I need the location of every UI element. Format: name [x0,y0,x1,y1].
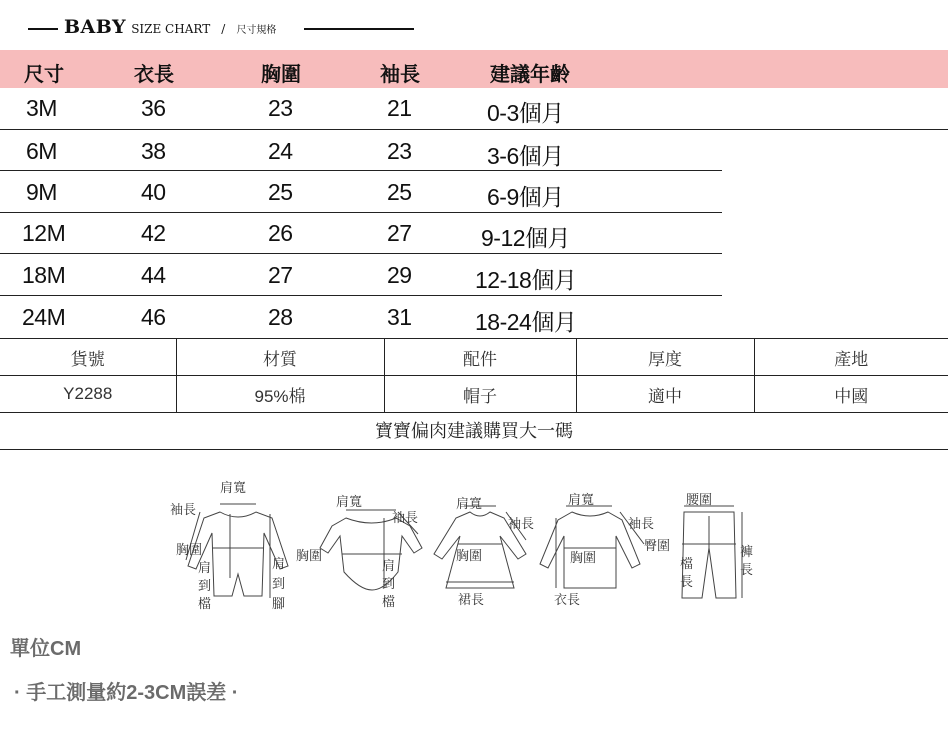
table-cell-chest: 25 [268,179,293,205]
table-cell-size: 12M [22,220,66,246]
table-cell-chest: 24 [268,138,293,164]
column-header-length: 衣長 [134,64,174,86]
table-cell-chest: 23 [268,95,293,121]
romper-chest-label: 胸圍 [176,543,203,558]
pants-length-label-2: 長 [740,563,754,578]
title-rule-right [304,28,414,30]
row-divider [0,253,722,254]
table-cell-age: 3-6個月 [487,143,564,169]
romper-crotch-label-3: 檔 [198,597,212,612]
info-header-origin: 產地 [754,339,948,376]
romper-crotch-label-2: 到 [198,579,212,594]
bodysuit-crotch-label-2: 到 [382,577,396,592]
info-header-material: 材質 [176,339,384,376]
bodysuit-crotch-label-1: 肩 [382,559,396,574]
column-header-size: 尺寸 [24,64,64,86]
top-shoulder-label: 肩寬 [568,493,595,508]
top-sleeve-label: 袖長 [628,517,655,532]
dress-chest-label: 胸圍 [456,549,483,564]
table-cell-size: 24M [22,304,66,330]
info-value-item-no: Y2288 [0,376,176,413]
table-cell-sleeve: 21 [387,95,412,121]
bodysuit-shoulder-label: 肩寬 [336,495,363,510]
table-cell-chest: 28 [268,304,293,330]
size-advice-note: 寶寶偏肉建議購買大一碼 [0,412,948,450]
top-length-label: 衣長 [554,593,581,608]
dress-sleeve-label: 袖長 [508,517,535,532]
title-brand: BABY [64,16,127,38]
dress-shoulder-label: 肩寬 [456,497,483,512]
pants-waist-label: 腰圍 [686,493,713,508]
title-subtitle: SIZE CHART [131,22,211,36]
column-header-age: 建議年齡 [490,64,570,86]
table-cell-sleeve: 25 [387,179,412,205]
bodysuit-sleeve-label: 袖長 [392,511,419,526]
info-header-thickness: 厚度 [576,339,754,376]
top-chest-label: 胸圍 [570,551,597,566]
table-cell-age: 6-9個月 [487,184,564,210]
table-cell-sleeve: 27 [387,220,412,246]
row-divider [0,212,722,213]
table-cell-length: 44 [141,262,166,288]
info-value-material: 95%棉 [176,376,384,413]
table-cell-sleeve: 23 [387,138,412,164]
romper-shoulder-label: 肩寬 [220,481,247,496]
table-cell-length: 46 [141,304,166,330]
romper-sleeve-label: 袖長 [170,503,197,518]
top-outline [540,512,640,588]
table-cell-age: 0-3個月 [487,100,564,126]
title-subtitle-cn: 尺寸規格 [236,25,277,36]
bodysuit-chest-label: 胸圍 [296,549,323,564]
pants-crotch-label-1: 檔 [680,557,694,572]
measurement-diagram [160,478,780,618]
row-divider [0,295,722,296]
pants-length-label-1: 褲 [740,545,754,560]
table-cell-length: 42 [141,220,166,246]
romper-crotch-label-1: 肩 [198,561,212,576]
info-value-origin: 中國 [754,376,948,413]
table-cell-size: 9M [26,179,57,205]
table-cell-age: 18-24個月 [475,309,577,335]
table-cell-size: 6M [26,138,57,164]
info-header-accessory: 配件 [384,339,576,376]
dress-skirt-label: 裙長 [458,593,485,608]
info-header-row [0,339,948,376]
table-cell-length: 40 [141,179,166,205]
table-cell-age: 12-18個月 [475,267,577,293]
table-cell-length: 36 [141,95,166,121]
table-cell-chest: 27 [268,262,293,288]
table-cell-chest: 26 [268,220,293,246]
info-value-row [0,376,948,413]
unit-label: 單位CM [10,638,82,660]
info-header-item-no: 貨號 [0,339,176,376]
romper-foot-label-3: 腳 [272,597,286,612]
chart-title [64,16,276,38]
column-header-chest: 胸圍 [261,64,301,86]
measurement-error-note: · 手工測量約2-3CM誤差 · [14,682,239,704]
info-value-accessory: 帽子 [384,376,576,413]
title-separator: / [221,22,226,36]
pants-hip-label: 臀圍 [644,539,671,554]
table-cell-sleeve: 29 [387,262,412,288]
title-rule-left [28,28,58,30]
bodysuit-crotch-label-3: 檔 [382,595,396,610]
column-header-sleeve: 袖長 [380,64,420,86]
pants-crotch-label-2: 長 [680,575,694,590]
table-cell-size: 18M [22,262,66,288]
table-cell-length: 38 [141,138,166,164]
table-cell-size: 3M [26,95,57,121]
info-value-thickness: 適中 [576,376,754,413]
romper-foot-label-1: 肩 [272,557,286,572]
row-divider [0,129,948,130]
table-cell-sleeve: 31 [387,304,412,330]
row-divider [0,170,722,171]
product-info-table [0,338,948,413]
table-cell-age: 9-12個月 [481,225,571,251]
romper-foot-label-2: 到 [272,577,286,592]
